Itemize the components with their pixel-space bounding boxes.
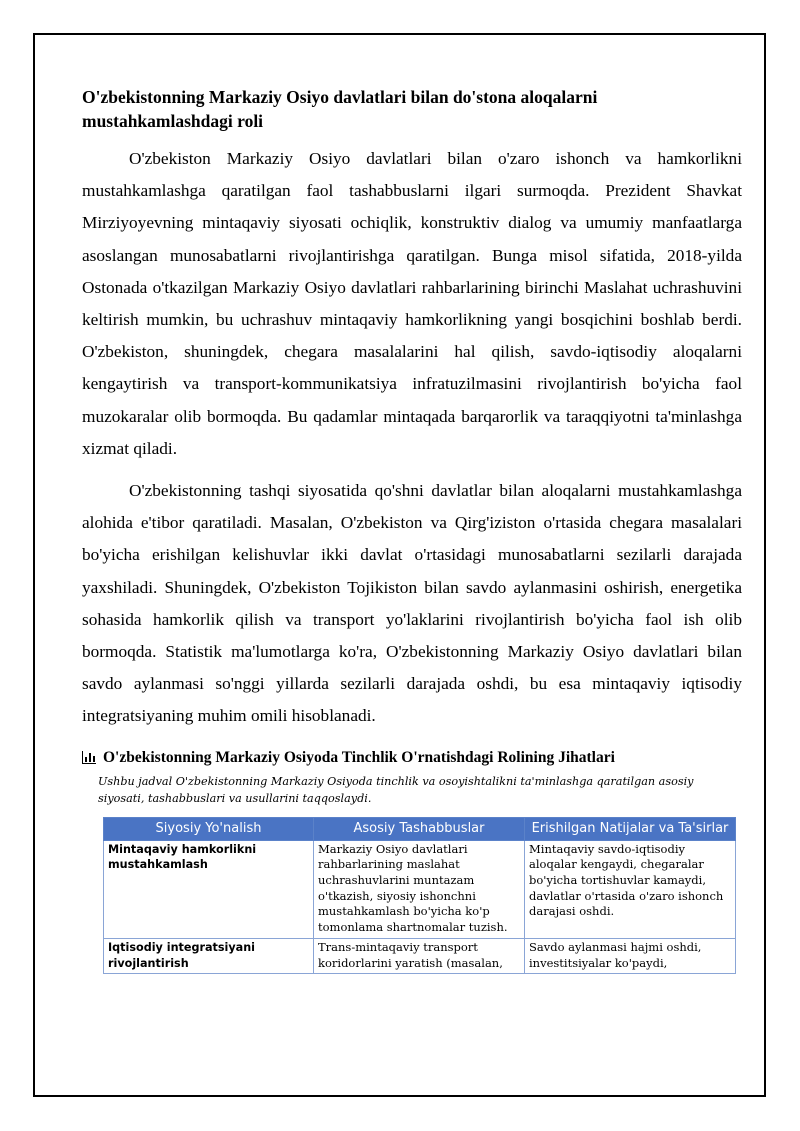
column-header: Siyosiy Yo'nalish [104,817,314,840]
paragraph-1: O'zbekiston Markaziy Osiyo davlatlari bilan o'zaro ishonch va hamkorlikni mustahkamlashga qaratilgan faol tashabbuslarni ilgari surmoqda. Prezident Shavkat Mirziyoyevning mintaqaviy siyosati ochiqlik, konstruktiv dialog va umumiy manfaatlarga asoslangan munosabatlarni rivojlantirishga qaratilgan. Bunga misol sifatida, 2018-yilda Ostonada o'tkazilgan Markaziy Osiyo davlatlari rahbarlarining birinchi Maslahat uchrashuvini keltirish mumkin, bu uchrashuv mintaqaviy hamkorlikning yangi bosqichini boshlab berdi. O'zbekiston, shuningdek, chegara masalalarini hal qilish, savdo-iqtisodiy aloqalarni kengaytirish va transport-kommunikatsiya infratuzilmasini rivojlantirish bo'yicha faol muzokaralar olib bormoqda. Bu qadamlar mintaqada barqarorlik va taraqqiyotni ta'minlashga xizmat qiladi. [82,149,742,458]
document-heading: O'zbekistonning Markaziy Osiyo davlatlari bilan do'stona aloqalarni mustahkamlashdagi roli [82,87,598,131]
table-title [82,749,742,767]
table-row [104,938,736,973]
comparison-table [103,817,736,975]
table-cell: Mintaqaviy hamkorlikni mustahkamlash [104,840,314,938]
table-cell: Mintaqaviy savdo-iqtisodiy aloqalar kengaydi, chegaralar bo'yicha tortishuvlar kamaydi, davlatlar o'rtasida o'zaro ishonch darajasi oshdi. [525,840,736,938]
bar-chart-icon [82,751,96,764]
table-cell: Trans-mintaqaviy transport koridorlarini yaratish (masalan, [314,938,525,973]
column-header: Asosiy Tashabbuslar [314,817,525,840]
table-cell: Savdo aylanmasi hajmi oshdi, investitsiyalar ko'paydi, [525,938,736,973]
table-row [104,840,736,938]
table-caption: Ushbu jadval O'zbekistonning Markaziy Osiyoda tinchlik va osoyishtalikni ta'minlashga qaratilgan asosiy siyosati, tashabbuslari va usullarini taqqoslaydi. [98,774,694,805]
table-cell: Iqtisodiy integratsiyani rivojlantirish [104,938,314,973]
table-title-text: O'zbekistonning Markaziy Osiyoda Tinchlik O'rnatishdagi Rolining Jihatlari [103,748,615,766]
paragraph-2: O'zbekistonning tashqi siyosatida qo'shni davlatlar bilan aloqalarni mustahkamlashga alohida e'tibor qaratiladi. Masalan, O'zbekiston va Qirg'iziston o'rtasida chegara masalalari bo'yicha erishilgan kelishuvlar ikki davlat o'rtasidagi munosabatlarni sezilarli darajada yaxshiladi. Shuningdek, O'zbekiston Tojikiston bilan savdo aylanmasini oshirish, energetika sohasida hamkorlik qilish va transport yo'laklarini rivojlantirish bo'yicha faol ish olib bormoqda. Statistik ma'lumotlarga ko'ra, O'zbekistonning Markaziy Osiyo davlatlari bilan savdo aylanmasi so'nggi yillarda sezilarli darajada oshdi, bu esa mintaqaviy iqtisodiy integratsiyaning muhim omili hisoblanadi. [82,481,742,726]
column-header: Erishilgan Natijalar va Ta'sirlar [525,817,736,840]
table-header-row [104,817,736,840]
table-cell: Markaziy Osiyo davlatlari rahbarlarining maslahat uchrashuvlarini muntazam o'tkazish, siyosiy ishonchni mustahkamlash bo'yicha ko'p tomonlama shartnomalar tuzish. [314,840,525,938]
document-body [82,85,742,974]
